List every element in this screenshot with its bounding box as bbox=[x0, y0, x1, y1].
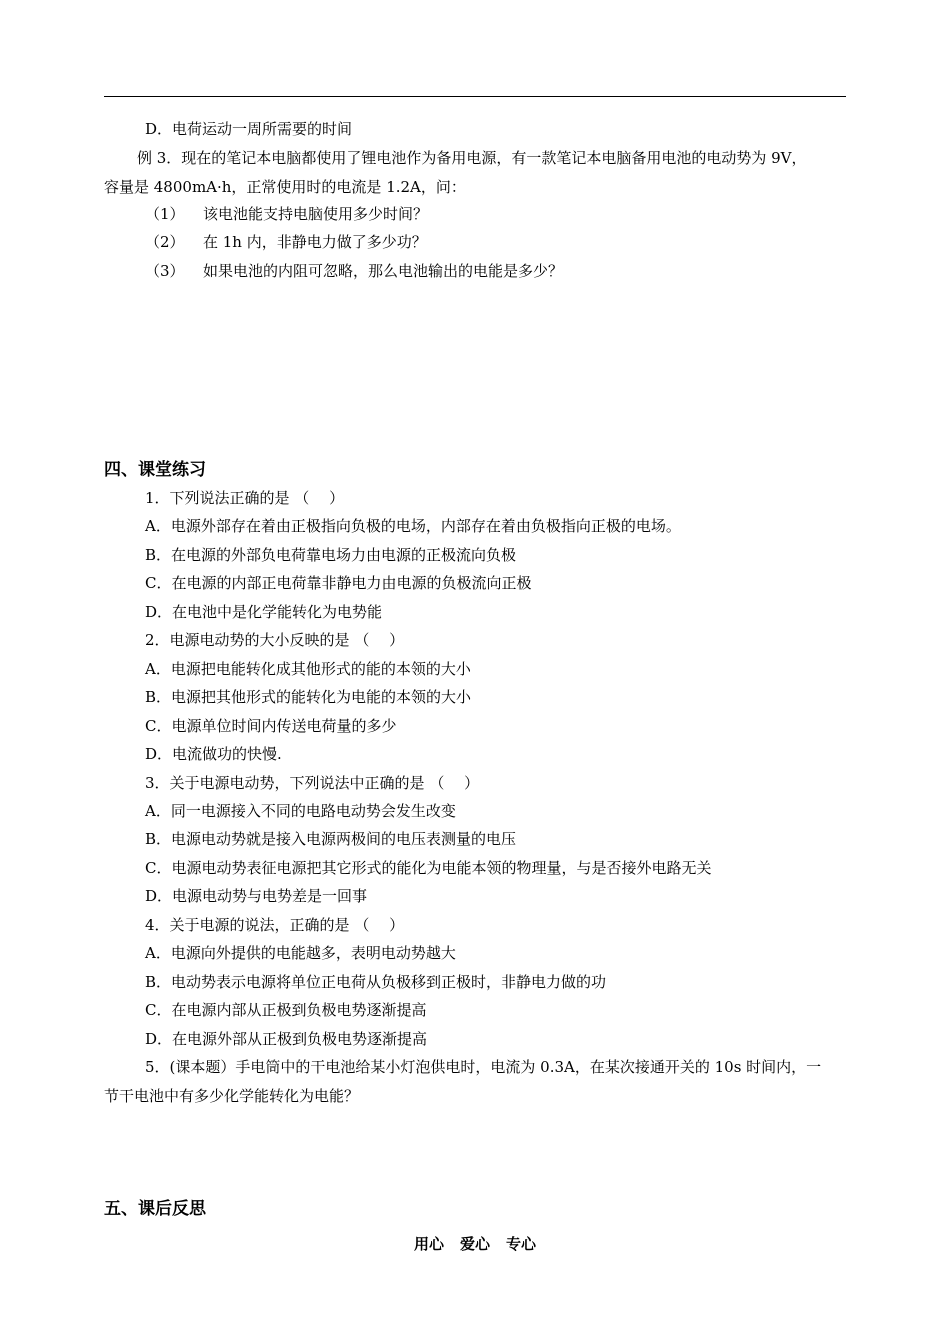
question-text: 该电池能支持电脑使用多少时间？ bbox=[203, 205, 429, 223]
exercise-3-option-b: B．电源电动势就是接入电源两极间的电压表测量的电压 bbox=[145, 830, 517, 848]
exercise-1-question: 1．下列说法正确的是 （ ） bbox=[145, 489, 345, 507]
exercise-3-option-d: D．电源电动势与电势差是一回事 bbox=[145, 887, 368, 905]
question-text: 如果电池的内阻可忽略，那么电池输出的电能是多少？ bbox=[203, 262, 564, 280]
exercise-5-line1: 5．(课本题）手电筒中的干电池给某小灯泡供电时，电流为 0.3A，在某次接通开关的 10s 时间内，一 bbox=[145, 1058, 822, 1076]
question-number: （3） bbox=[145, 262, 185, 280]
question-number: （2） bbox=[145, 233, 185, 251]
exercise-3-option-a: A．同一电源接入不同的电路电动势会发生改变 bbox=[145, 802, 456, 820]
exercise-1-option-c: C．在电源的内部正电荷靠非静电力由电源的负极流向正极 bbox=[145, 574, 532, 592]
exercise-2-question: 2．电源电动势的大小反映的是 （ ） bbox=[145, 631, 405, 649]
example3-question-2 bbox=[145, 232, 427, 252]
header-rule bbox=[104, 96, 846, 97]
exercise-2-option-a: A．电源把电能转化成其他形式的能的本领的大小 bbox=[145, 660, 471, 678]
exercise-4-question: 4．关于电源的说法，正确的是 （ ） bbox=[145, 916, 405, 934]
footer-word-3: 专心 bbox=[506, 1235, 537, 1253]
exercise-3-option-c: C．电源电动势表征电源把其它形式的能化为电能本领的物理量，与是否接外电路无关 bbox=[145, 859, 712, 877]
page-footer bbox=[0, 1233, 950, 1254]
question-number: （1） bbox=[145, 205, 185, 223]
example3-question-1 bbox=[145, 204, 428, 224]
exercise-2-option-b: B．电源把其他形式的能转化为电能的本领的大小 bbox=[145, 688, 472, 706]
exercise-3-question: 3．关于电源电动势，下列说法中正确的是 （ ） bbox=[145, 774, 480, 792]
exercise-5-line2: 节干电池中有多少化学能转化为电能？ bbox=[104, 1087, 360, 1105]
exercise-4-option-a: A．电源向外提供的电能越多，表明电动势越大 bbox=[145, 944, 456, 962]
exercise-4-option-c: C．在电源内部从正极到负极电势逐渐提高 bbox=[145, 1001, 427, 1019]
question-text: 在 1h 内，非静电力做了多少功？ bbox=[203, 233, 427, 251]
section-5-heading: 五、课后反思 bbox=[104, 1199, 206, 1219]
footer-word-2: 爱心 bbox=[459, 1235, 490, 1253]
exercise-1-option-a: A．电源外部存在着由正极指向负极的电场，内部存在着由负极指向正极的电场。 bbox=[145, 517, 681, 535]
section-4-heading: 四、课堂练习 bbox=[104, 460, 206, 480]
exercise-4-option-b: B．电动势表示电源将单位正电荷从负极移到正极时，非静电力做的功 bbox=[145, 973, 607, 991]
example3-line2: 容量是 4800mA·h，正常使用时的电流是 1.2A，问： bbox=[104, 178, 466, 196]
example3-line1: 例 3．现在的笔记本电脑都使用了锂电池作为备用电源，有一款笔记本电脑备用电池的电动势为 9V， bbox=[137, 149, 807, 167]
exercise-2-option-c: C．电源单位时间内传送电荷量的多少 bbox=[145, 717, 397, 735]
example3-question-3 bbox=[145, 261, 563, 281]
footer-word-1: 用心 bbox=[413, 1235, 444, 1253]
exercise-2-option-d: D．电流做功的快慢. bbox=[145, 745, 282, 763]
exercise-1-option-b: B．在电源的外部负电荷靠电场力由电源的正极流向负极 bbox=[145, 546, 517, 564]
exercise-1-option-d: D．在电池中是化学能转化为电势能 bbox=[145, 603, 383, 621]
exercise-4-option-d: D．在电源外部从正极到负极电势逐渐提高 bbox=[145, 1030, 428, 1048]
option-d-time: D．电荷运动一周所需要的时间 bbox=[145, 120, 353, 138]
